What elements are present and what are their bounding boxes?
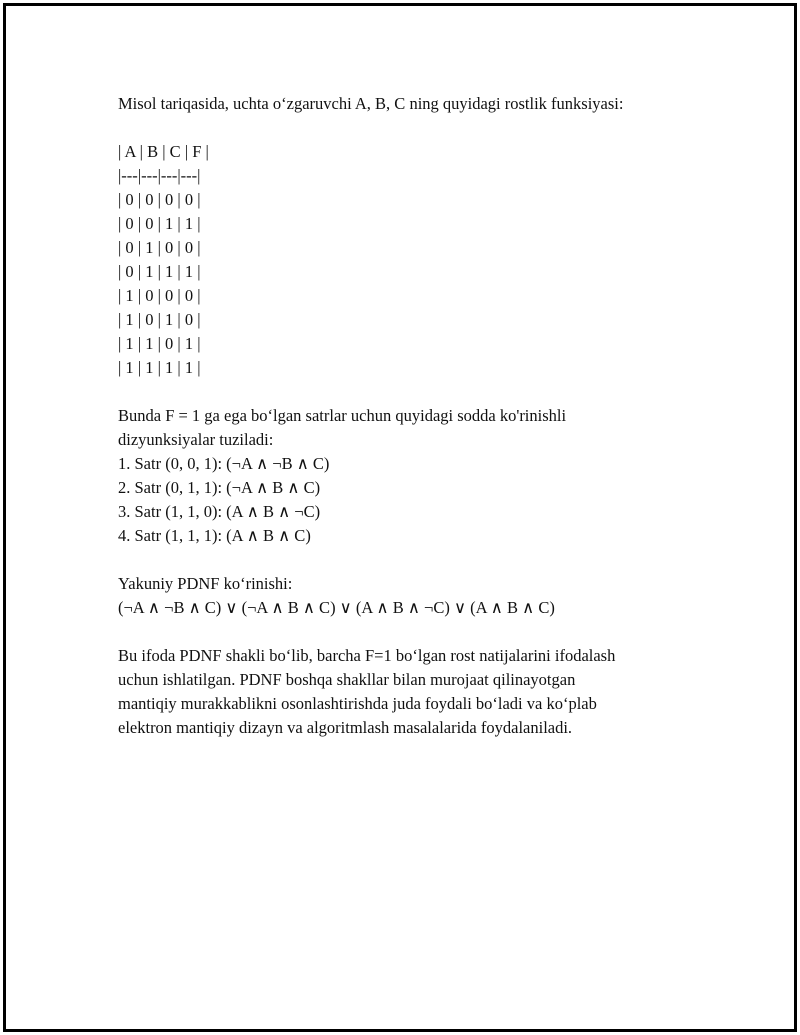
bunda-paragraph [118,404,698,452]
table-header-row: | A | B | C | F | [118,142,209,161]
satr-list [118,452,698,548]
table-row: | 0 | 1 | 0 | 0 | [118,238,201,257]
pdnf-formula: (¬A ∧ ¬B ∧ C) ∨ (¬A ∧ B ∧ C) ∨ (A ∧ B ∧ ¬C) ∨ (A ∧ B ∧ C) [118,598,555,617]
table-row: | 1 | 1 | 1 | 1 | [118,358,201,377]
yakuniy-label: Yakuniy PDNF ko‘rinishi: [118,574,293,593]
spacer [118,548,698,572]
list-item: 1. Satr (0, 0, 1): (¬A ∧ ¬B ∧ C) [118,454,330,473]
table-row: | 1 | 0 | 1 | 0 | [118,310,201,329]
paragraph-line: elektron mantiqiy dizayn va algoritmlash masalalarida foydalaniladi. [118,718,573,737]
spacer [118,620,698,644]
list-item: 4. Satr (1, 1, 1): (A ∧ B ∧ C) [118,526,311,545]
paragraph-line: mantiqiy murakkablikni osonlashtirishda juda foydali bo‘ladi va ko‘plab [118,694,597,713]
paragraph-line: Bunda F = 1 ga ega bo‘lgan satrlar uchun quyidagi sodda ko'rinishli [118,406,567,425]
paragraph-line: Bu ifoda PDNF shakli bo‘lib, barcha F=1 bo‘lgan rost natijalarini ifodalash [118,646,616,665]
conclusion-paragraph [118,644,698,740]
table-row: | 0 | 0 | 0 | 0 | [118,190,201,209]
table-separator-row: |---|---|---|---| [118,166,201,185]
intro-text: Misol tariqasida, uchta o‘zgaruvchi A, B, C ning quyidagi rostlik funksiyasi: [118,94,624,113]
table-row: | 0 | 0 | 1 | 1 | [118,214,201,233]
paragraph-line: uchun ishlatilgan. PDNF boshqa shakllar bilan murojaat qilinayotgan [118,670,576,689]
table-row: | 1 | 0 | 0 | 0 | [118,286,201,305]
table-row: | 1 | 1 | 0 | 1 | [118,334,201,353]
spacer [118,116,698,140]
document-body [118,92,698,740]
table-row: | 0 | 1 | 1 | 1 | [118,262,201,281]
truth-table [118,140,698,380]
paragraph-line: dizyunksiyalar tuziladi: [118,430,274,449]
spacer [118,380,698,404]
list-item: 3. Satr (1, 1, 0): (A ∧ B ∧ ¬C) [118,502,321,521]
list-item: 2. Satr (0, 1, 1): (¬A ∧ B ∧ C) [118,478,321,497]
